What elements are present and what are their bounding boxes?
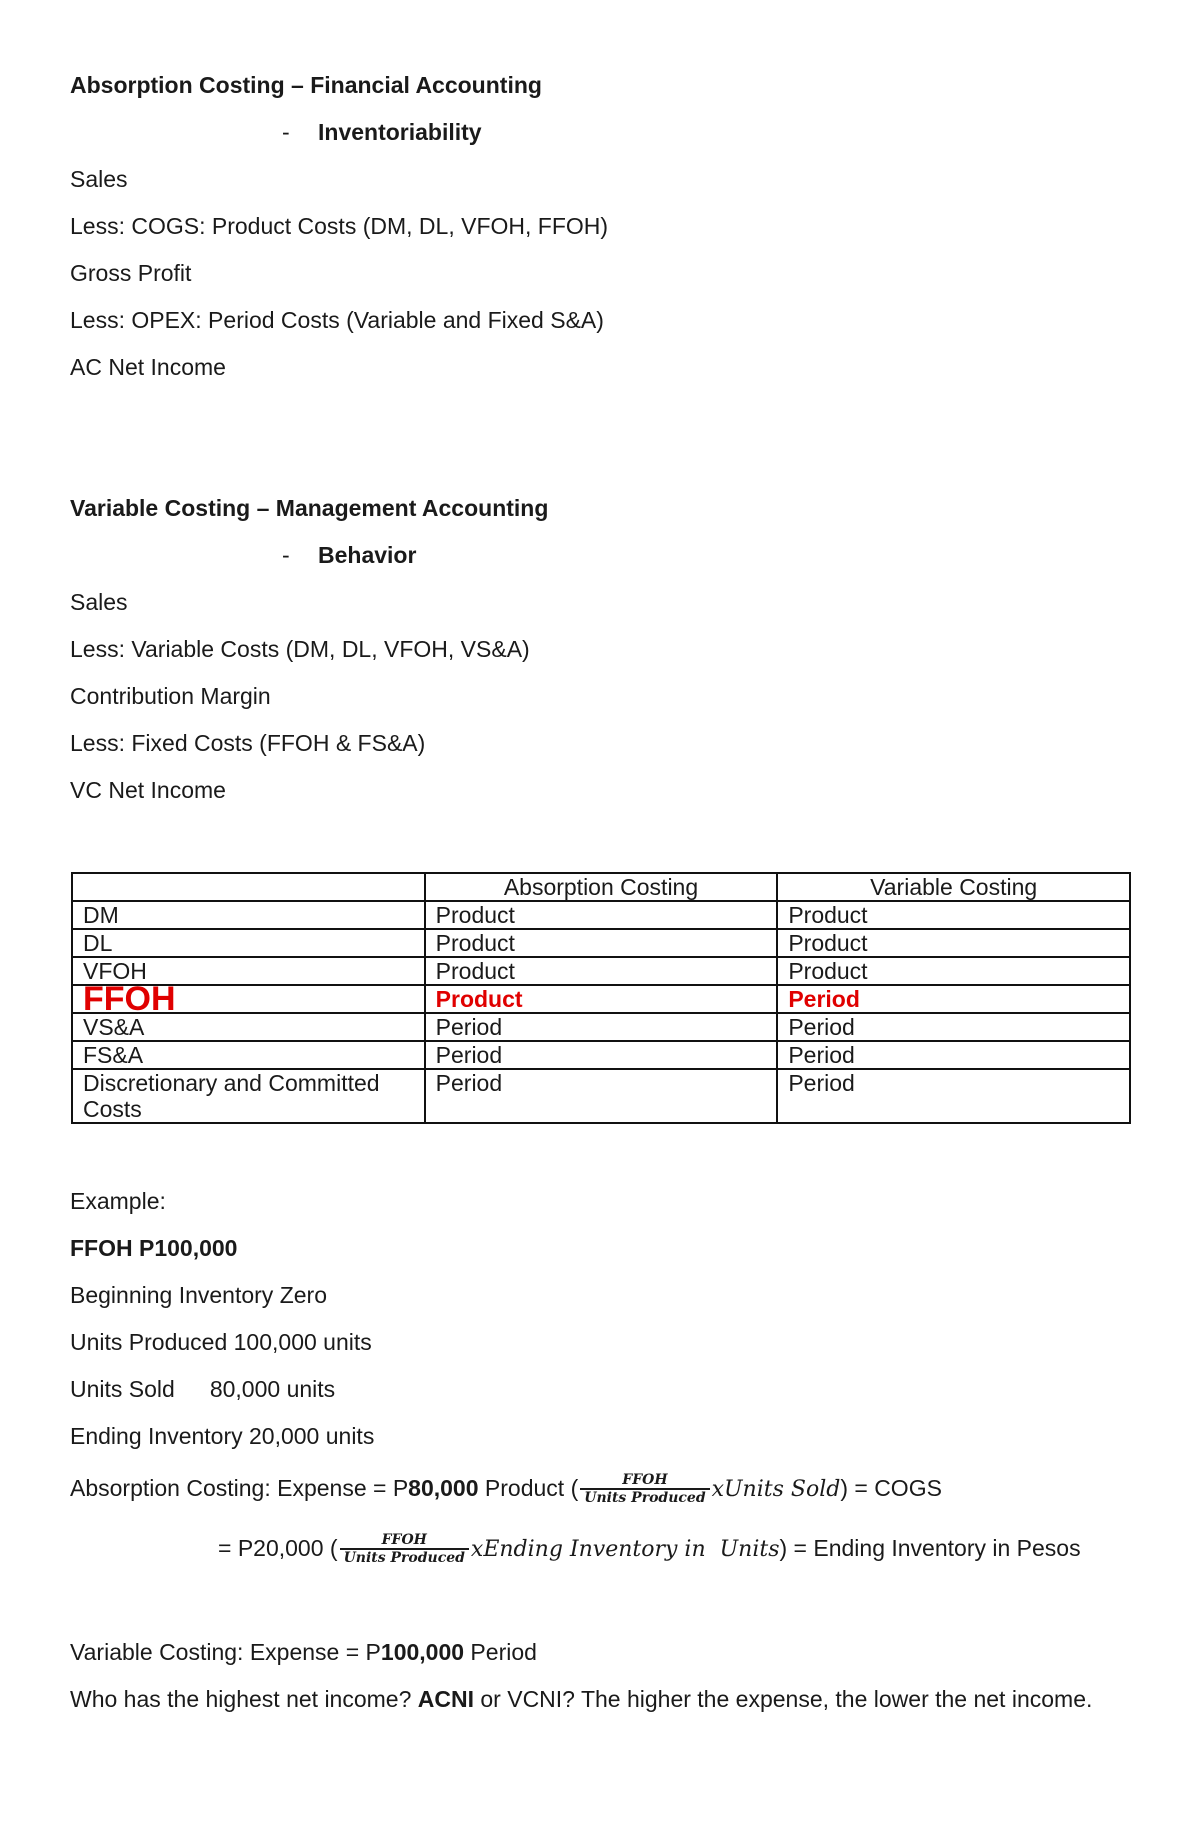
table-row	[72, 1041, 1130, 1069]
formula-amount: 100,000	[380, 1639, 465, 1665]
table-cell: DL	[72, 929, 425, 957]
table-row	[72, 929, 1130, 957]
table-cell: VFOH	[72, 957, 425, 985]
bullet-dash: -	[282, 542, 290, 568]
variable-line: Contribution Margin	[70, 683, 271, 709]
absorption-line: Less: OPEX: Period Costs (Variable and Fixed S&A)	[70, 307, 604, 333]
example-units-sold-row	[70, 1375, 335, 1403]
formula-math: xUnits Sold	[711, 1477, 841, 1502]
ending-inventory-formula	[218, 1528, 1081, 1570]
example-beginning-inventory: Beginning Inventory Zero	[70, 1282, 327, 1308]
table-header-cell: Variable Costing	[777, 873, 1130, 901]
variable-line: Less: Fixed Costs (FFOH & FS&A)	[70, 730, 426, 756]
table-row	[72, 1013, 1130, 1041]
formula-text: Period	[464, 1639, 537, 1665]
table-cell: Period	[425, 1041, 778, 1069]
table-cell: Period	[777, 1041, 1130, 1069]
absorption-line: AC Net Income	[70, 354, 226, 380]
absorption-subtitle: Inventoriability	[318, 119, 482, 145]
table-cell: DM	[72, 901, 425, 929]
ffoh-fraction	[580, 1472, 709, 1507]
formula-math: xEnding Inventory in Units	[470, 1537, 780, 1562]
table-row-highlight	[72, 985, 1130, 1013]
variable-subtitle: Behavior	[318, 542, 417, 568]
table-cell: Product	[777, 957, 1130, 985]
formula-text: ) = COGS	[840, 1475, 942, 1501]
table-cell-highlight: Product	[425, 985, 778, 1013]
absorption-line: Sales	[70, 166, 128, 192]
units-sold-value: 80,000 units	[209, 1376, 336, 1402]
example-units-produced: Units Produced 100,000 units	[70, 1329, 372, 1355]
table-cell: Discretionary and Committed Costs	[72, 1069, 425, 1123]
table-cell-highlight: Period	[777, 985, 1130, 1013]
question-text: or VCNI? The higher the expense, the lower the net income.	[474, 1686, 1093, 1712]
table-cell-ffoh: FFOH	[72, 985, 425, 1013]
absorption-title: Absorption Costing – Financial Accounting	[70, 72, 542, 98]
example-ffoh: FFOH P100,000	[70, 1235, 238, 1261]
ffoh-fraction	[340, 1532, 469, 1567]
fraction-denominator: Units Produced	[584, 1490, 706, 1507]
formula-text: Product (	[478, 1475, 579, 1501]
bullet-dash: -	[282, 119, 290, 145]
table-cell: Product	[425, 929, 778, 957]
example-ending-inventory: Ending Inventory 20,000 units	[70, 1423, 375, 1449]
variable-line: Less: Variable Costs (DM, DL, VFOH, VS&A)	[70, 636, 530, 662]
table-cell: Product	[777, 901, 1130, 929]
table-cell: Period	[425, 1013, 778, 1041]
net-income-question	[70, 1685, 1092, 1713]
fraction-numerator: FFOH	[340, 1532, 469, 1550]
table-header-cell: Absorption Costing	[425, 873, 778, 901]
table-cell: Product	[777, 929, 1130, 957]
question-bold: ACNI	[417, 1686, 474, 1712]
units-sold-label: Units Sold	[70, 1376, 175, 1402]
fraction-numerator: FFOH	[580, 1472, 709, 1490]
absorption-line: Gross Profit	[70, 260, 192, 286]
variable-expense-line	[70, 1638, 537, 1666]
absorption-line: Less: COGS: Product Costs (DM, DL, VFOH, FFOH)	[70, 213, 609, 239]
formula-text: = P20,000 (	[218, 1535, 338, 1561]
question-text: Who has the highest net income?	[70, 1686, 418, 1712]
example-label: Example:	[70, 1188, 166, 1214]
table-cell: Period	[425, 1069, 778, 1123]
costing-comparison-table	[71, 872, 1131, 1124]
variable-line: Sales	[70, 589, 128, 615]
table-cell: FS&A	[72, 1041, 425, 1069]
formula-text: Absorption Costing: Expense = P	[70, 1475, 409, 1501]
table-cell: Period	[777, 1013, 1130, 1041]
variable-line: VC Net Income	[70, 777, 226, 803]
table-row	[72, 957, 1130, 985]
fraction-denominator: Units Produced	[343, 1550, 465, 1567]
formula-text: Variable Costing: Expense = P	[70, 1639, 381, 1665]
formula-amount: 80,000	[408, 1475, 479, 1501]
table-header-row	[72, 873, 1130, 901]
table-cell: VS&A	[72, 1013, 425, 1041]
table-cell: Product	[425, 957, 778, 985]
variable-title: Variable Costing – Management Accounting	[70, 495, 549, 521]
table-cell: Period	[777, 1069, 1130, 1123]
table-header-cell	[72, 873, 425, 901]
formula-text: ) = Ending Inventory in Pesos	[779, 1535, 1081, 1561]
table-row	[72, 1069, 1130, 1123]
table-row	[72, 901, 1130, 929]
absorption-expense-formula	[70, 1468, 942, 1510]
table-cell: Product	[425, 901, 778, 929]
